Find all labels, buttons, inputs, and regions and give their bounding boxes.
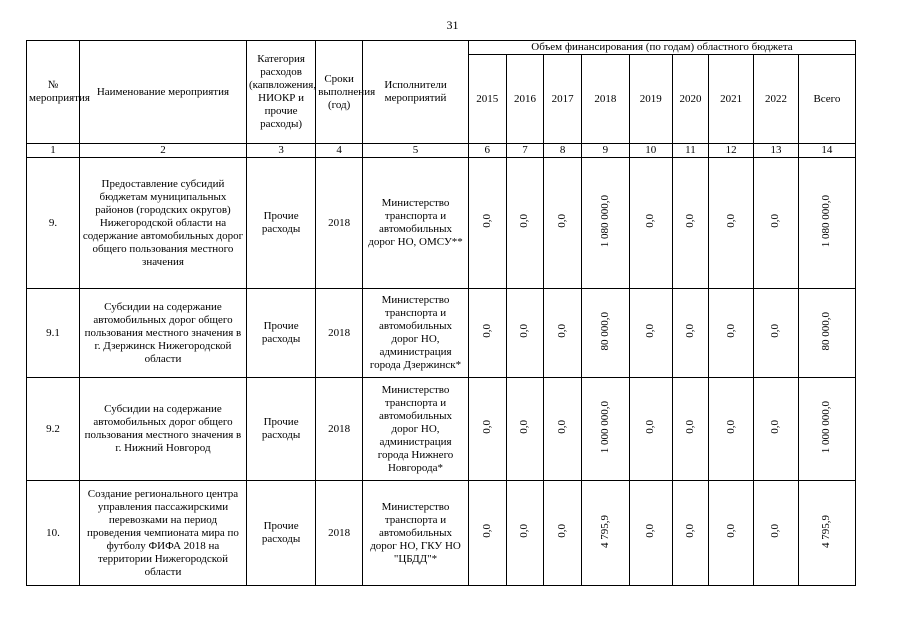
value-cell: 0,0 xyxy=(683,214,696,228)
header-num: № мероприятия xyxy=(27,41,80,144)
header-year: 2019 xyxy=(629,55,672,144)
column-number: 6 xyxy=(468,144,506,158)
total-cell: 1 000 000,0 xyxy=(820,400,833,454)
value-cell: 0,0 xyxy=(683,524,696,538)
value-cell: 0,0 xyxy=(480,524,493,538)
row-term: 2018 xyxy=(316,481,363,586)
total-cell: 4 795,9 xyxy=(820,514,833,548)
column-number: 3 xyxy=(246,144,315,158)
header-year: 2018 xyxy=(581,55,629,144)
header-category: Категория расходов (капвложения, НИОКР и прочие расходы) xyxy=(246,41,315,144)
value-cell: 0,0 xyxy=(683,324,696,338)
row-term: 2018 xyxy=(316,378,363,481)
page-number: 31 xyxy=(446,18,459,32)
row-num: 10. xyxy=(27,481,80,586)
value-cell: 0,0 xyxy=(683,420,696,434)
value-cell: 0,0 xyxy=(724,324,737,338)
row-num: 9.2 xyxy=(27,378,80,481)
row-name: Субсидии на содержание автомобильных дорог общего пользования местного значения в г. Дзержинск Нижегородской области xyxy=(79,289,246,378)
row-term: 2018 xyxy=(316,289,363,378)
value-cell: 0,0 xyxy=(769,214,782,228)
column-number: 10 xyxy=(629,144,672,158)
row-category: Прочие расходы xyxy=(246,378,315,481)
row-name: Предоставление субсидий бюджетам муниципальных районов (городских округов) Нижегородской области на содержание автомобильных дорог общего пользования местного значения xyxy=(79,158,246,289)
value-cell: 0,0 xyxy=(556,214,569,228)
value-cell: 0,0 xyxy=(480,214,493,228)
value-cell: 0,0 xyxy=(644,324,657,338)
value-cell: 0,0 xyxy=(724,524,737,538)
value-cell: 0,0 xyxy=(644,524,657,538)
column-number: 13 xyxy=(754,144,799,158)
value-cell: 1 000 000,0 xyxy=(598,400,611,454)
column-number: 12 xyxy=(709,144,754,158)
row-category: Прочие расходы xyxy=(246,158,315,289)
column-number: 11 xyxy=(672,144,709,158)
column-number: 5 xyxy=(363,144,469,158)
value-cell: 0,0 xyxy=(556,324,569,338)
row-executor: Министерство транспорта и автомобильных дорог НО, ОМСУ** xyxy=(363,158,469,289)
header-year: 2022 xyxy=(754,55,799,144)
value-cell: 0,0 xyxy=(518,214,531,228)
row-executor: Министерство транспорта и автомобильных дорог НО, администрация города Нижнего Новгорода* xyxy=(363,378,469,481)
value-cell: 0,0 xyxy=(769,324,782,338)
table-row xyxy=(27,158,856,289)
value-cell: 0,0 xyxy=(480,420,493,434)
row-term: 2018 xyxy=(316,158,363,289)
financing-table xyxy=(26,40,856,586)
value-cell: 0,0 xyxy=(480,324,493,338)
row-num: 9.1 xyxy=(27,289,80,378)
value-cell: 4 795,9 xyxy=(598,514,611,548)
header-year: 2017 xyxy=(544,55,582,144)
value-cell: 0,0 xyxy=(518,524,531,538)
table-row xyxy=(27,378,856,481)
header-year: 2021 xyxy=(709,55,754,144)
total-cell: 1 080 000,0 xyxy=(820,194,833,248)
header-funding-group: Объем финансирования (по годам) областного бюджета xyxy=(468,41,855,55)
column-number: 7 xyxy=(506,144,544,158)
row-executor: Министерство транспорта и автомобильных дорог НО, ГКУ НО "ЦБДД"* xyxy=(363,481,469,586)
column-number: 1 xyxy=(27,144,80,158)
header-term: Сроки выполнения (год) xyxy=(316,41,363,144)
table-row xyxy=(27,289,856,378)
value-cell: 0,0 xyxy=(556,524,569,538)
value-cell: 0,0 xyxy=(556,420,569,434)
value-cell: 0,0 xyxy=(724,214,737,228)
row-name: Создание регионального центра управления пассажирскими перевозками на период проведения чемпионата мира по футболу ФИФА 2018 на территории Нижегородской области xyxy=(79,481,246,586)
value-cell: 0,0 xyxy=(644,420,657,434)
column-number: 9 xyxy=(581,144,629,158)
value-cell: 80 000,0 xyxy=(598,311,611,351)
total-cell: 80 000,0 xyxy=(820,311,833,351)
header-name: Наименование мероприятия xyxy=(79,41,246,144)
column-number: 2 xyxy=(79,144,246,158)
row-category: Прочие расходы xyxy=(246,481,315,586)
value-cell: 0,0 xyxy=(518,420,531,434)
column-number: 4 xyxy=(316,144,363,158)
header-executors: Исполнители мероприятий xyxy=(363,41,469,144)
value-cell: 0,0 xyxy=(644,214,657,228)
table-row xyxy=(27,481,856,586)
value-cell: 0,0 xyxy=(769,524,782,538)
value-cell: 0,0 xyxy=(518,324,531,338)
header-year: 2016 xyxy=(506,55,544,144)
row-executor: Министерство транспорта и автомобильных дорог НО, администрация города Дзержинск* xyxy=(363,289,469,378)
row-category: Прочие расходы xyxy=(246,289,315,378)
value-cell: 0,0 xyxy=(724,420,737,434)
column-number: 8 xyxy=(544,144,582,158)
row-name: Субсидии на содержание автомобильных дорог общего пользования местного значения в г. Нижний Новгород xyxy=(79,378,246,481)
value-cell: 0,0 xyxy=(769,420,782,434)
header-total: Всего xyxy=(798,55,855,144)
value-cell: 1 080 000,0 xyxy=(598,194,611,248)
header-year: 2015 xyxy=(468,55,506,144)
column-number: 14 xyxy=(798,144,855,158)
header-year: 2020 xyxy=(672,55,709,144)
row-num: 9. xyxy=(27,158,80,289)
